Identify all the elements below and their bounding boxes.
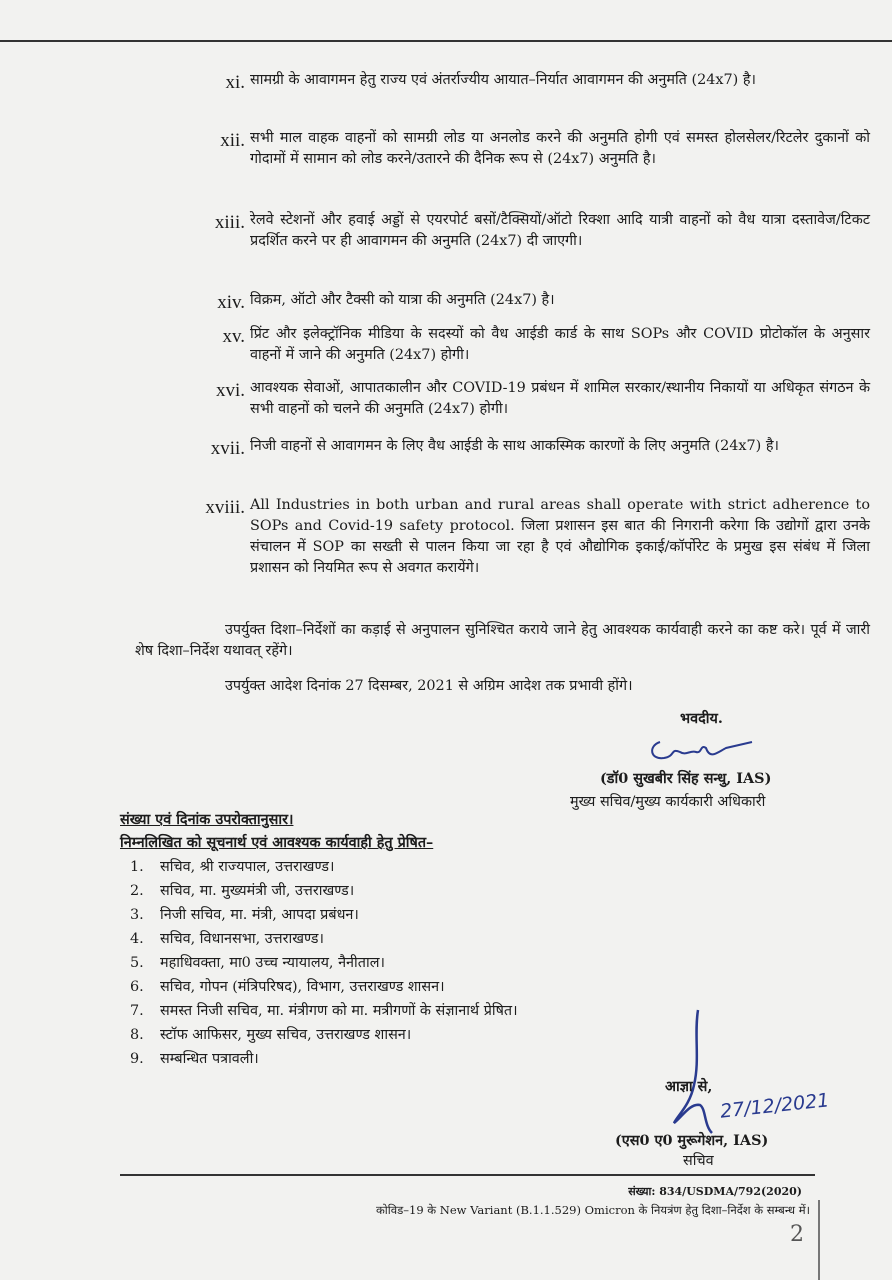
list-item [180,495,870,579]
recipient-item [130,903,518,927]
item-number: xvii. [210,438,245,459]
footer-reference: संख्या: 834/USDMA/792(2020) [628,1185,802,1198]
recipient-text: सचिव, गोपन (मंत्रिपरिषद), विभाग, उत्तराखण्ड शासन। [160,979,445,995]
recipient-number: 6. [130,979,144,995]
item-text: सभी माल वाहक वाहनों को सामग्री लोड या अनलोड करने की अनुमति होगी एवं समस्त होलसेलर/रिटलेर दुकानों को गोदामों में सामान को लोड करने/उतारने की दैनिक रूप से (24x7) अनुमति है। [250,130,870,167]
recipient-item [130,999,518,1023]
footer-subject: कोविड–19 के New Variant (B.1.1.529) Omicron के नियत्रंण हेतु दिशा–निर्देश के सम्बन्ध में। [375,1203,810,1217]
signatory2-name: (एस0 ए0 मुरूगेशन, IAS) [615,1132,769,1149]
item-number: xiii. [214,212,245,233]
recipient-number: 5. [130,955,144,971]
item-text: All Industries in both urban and rural areas shall operate with strict adherence to SOPs and Covid-19 safety protocol. जिला प्रशासन इस बात की निगरानी करेगा कि उद्योगों द्वारा उनके संचालन में SOP का सख्ती से पालन किया जा रहा है एवं औद्योगिक इकाई/कॉर्पोरेट के प्रमुख इस संबंध में जिला प्रशासन को नियमित रूप से अवगत करायेंगे। [250,497,870,576]
recipient-text: सचिव, विधानसभा, उत्तराखण्ड। [160,931,324,947]
recipient-item [130,951,518,975]
forward-line: निम्नलिखित को सूचनार्थ एवं आवश्यक कार्यवाही हेतु प्रेषित– [120,834,434,851]
signatory2-title: सचिव [683,1153,714,1169]
recipient-text: समस्त निजी सचिव, मा. मंत्रीगण को मा. मत्रीगणों के संज्ञानार्थ प्रेषित। [160,1003,518,1019]
item-text: सामग्री के आवागमन हेतु राज्य एवं अंतर्राज्यीय आयात–निर्यात आवागमन की अनुमति (24x7) है। [250,72,756,88]
item-number: xi. [225,72,245,93]
recipient-item [130,879,518,903]
recipient-text: सम्बन्धित पत्रावली। [160,1051,259,1067]
recipient-number: 3. [130,907,144,923]
recipient-list [130,855,518,1071]
item-number: xvi. [215,380,245,401]
recipient-number: 1. [130,859,144,875]
recipient-text: महाधिवक्ता, मा0 उच्च न्यायालय, नैनीताल। [160,955,385,971]
recipient-item [130,975,518,999]
item-text: रेलवे स्टेशनों और हवाई अड्डों से एयरपोर्ट बसों/टैक्सियों/ऑटो रिक्शा आदि यात्री वाहनों को वैध यात्रा दस्तावेज/टिकट प्रदर्शित करने पर ही आवागमन की अनुमति (24x7) दी जाएगी। [250,212,870,249]
item-number: xiv. [217,292,245,313]
recipient-number: 4. [130,931,144,947]
recipient-number: 7. [130,1003,144,1019]
footer-rule [120,1174,815,1176]
reference-line: संख्या एवं दिनांक उपरोक्तानुसार। [120,811,294,828]
recipient-text: सचिव, मा. मुख्यमंत्री जी, उत्तराखण्ड। [160,883,355,899]
signatory-name: (डॉ0 सुखबीर सिंह सन्धु, IAS) [600,770,772,787]
margin-line [818,1200,820,1280]
item-number: xv. [222,326,245,347]
effective-date-paragraph: उपर्युक्त आदेश दिनांक 27 दिसम्बर, 2021 से अग्रिम आदेश तक प्रभावी होंगे। [225,678,633,694]
recipient-item [130,927,518,951]
recipient-number: 9. [130,1051,144,1067]
recipient-item [130,1047,518,1071]
recipient-number: 8. [130,1027,144,1043]
signature-1 [640,730,760,770]
item-number: xviii. [205,497,245,518]
recipient-text: सचिव, श्री राज्यपाल, उत्तराखण्ड। [160,859,335,875]
list-item [180,210,870,252]
recipient-item [130,1023,518,1047]
list-item [180,70,870,91]
list-item [180,378,870,420]
item-text: विक्रम, ऑटो और टैक्सी को यात्रा की अनुमति (24x7) है। [250,292,555,308]
item-text: प्रिंट और इलेक्ट्रॉनिक मीडिया के सदस्यों को वैध आईडी कार्ड के साथ SOPs और COVID प्रोटोकॉल के अनुसार वाहनों में जाने की अनुमति (24x7) होगी। [250,326,870,363]
page-number: 2 [790,1222,804,1247]
item-text: आवश्यक सेवाओं, आपातकालीन और COVID-19 प्रबंधन में शामिल सरकार/स्थानीय निकायों या अधिकृत संगठन के सभी वाहनों को चलने की अनुमति (24x7) होगी। [250,380,870,417]
item-text: निजी वाहनों से आवागमन के लिए वैध आईडी के साथ आकस्मिक कारणों के लिए अनुमति (24x7) है। [250,438,779,454]
list-item [180,290,870,311]
signature-2 [660,1005,720,1145]
recipient-number: 2. [130,883,144,899]
signature-date: 27/12/2021 [719,1089,831,1123]
order-by-text: आज्ञा से, [665,1078,713,1095]
instruction-paragraph: उपर्युक्त दिशा–निर्देशों का कड़ाई से अनुपालन सुनिश्चित कराये जाने हेतु आवश्यक कार्यवाही करने का कष्ट करे। पूर्व में जारी शेष दिशा–निर्देश यथावत् रहेंगे। [135,622,870,659]
list-item [180,128,870,170]
closing-text: भवदीय. [680,710,723,727]
recipient-text: स्टॉफ आफिसर, मुख्य सचिव, उत्तराखण्ड शासन। [160,1027,412,1043]
list-item [180,436,870,457]
signatory-title: मुख्य सचिव/मुख्य कार्यकारी अधिकारी [570,794,766,810]
recipient-text: निजी सचिव, मा. मंत्री, आपदा प्रबंधन। [160,907,359,923]
top-rule [0,40,892,42]
item-number: xii. [220,130,245,151]
recipient-item [130,855,518,879]
list-item [180,324,870,366]
